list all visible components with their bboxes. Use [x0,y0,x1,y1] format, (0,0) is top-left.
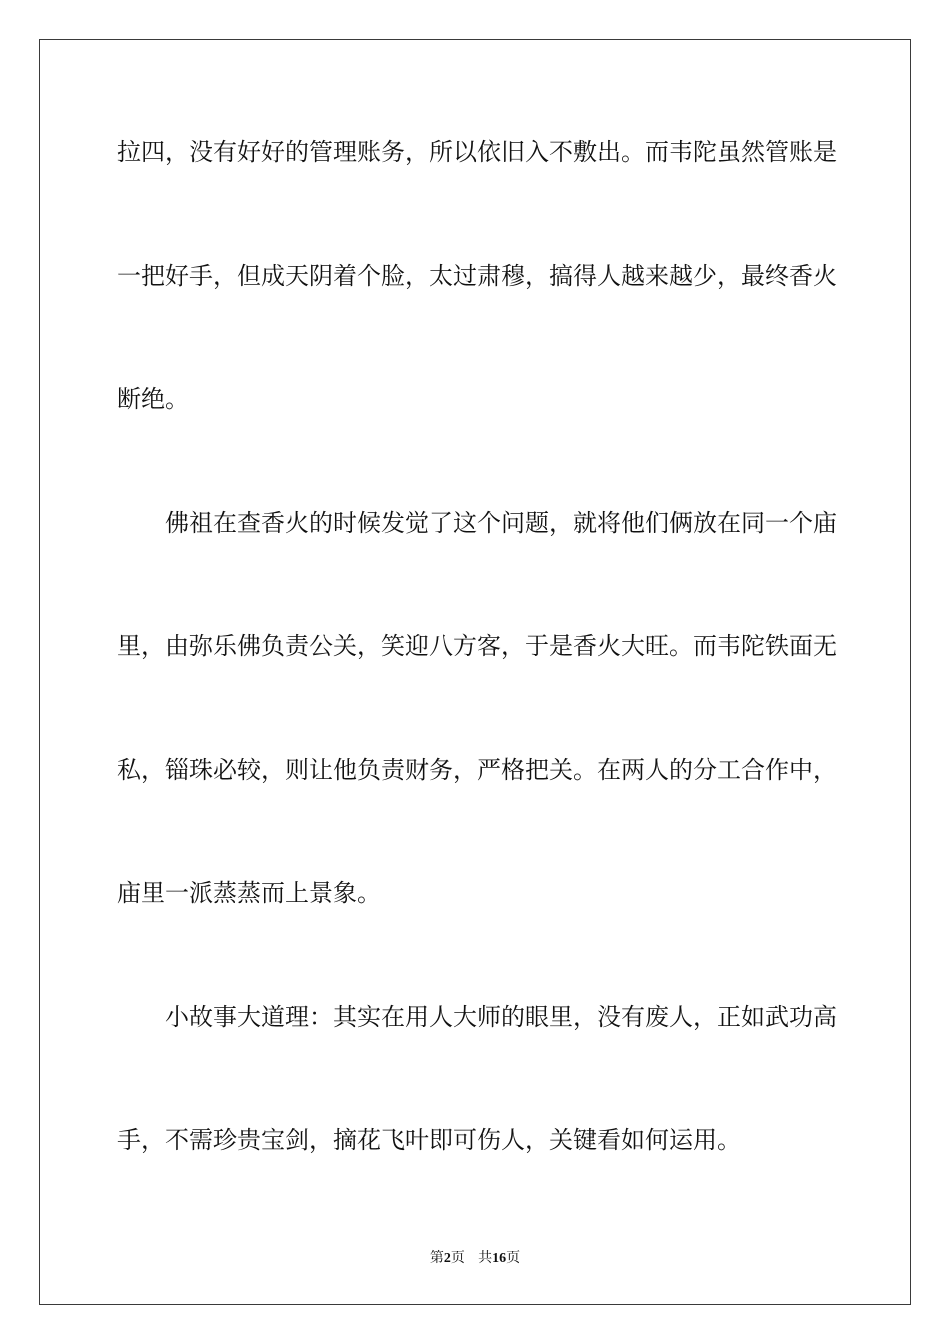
footer-page-prefix: 第 [429,1250,444,1266]
footer-page-number: 2 [443,1251,451,1266]
text-line-9: 手，不需珍贵宝剑，摘花飞叶即可伤人，关键看如何运用。 [117,1126,741,1154]
footer-total-suffix: 页 [506,1250,521,1266]
text-line-3: 断绝。 [117,385,189,413]
text-line-7: 庙里一派蒸蒸而上景象。 [117,879,381,907]
footer-total-prefix: 共 [478,1250,493,1266]
text-line-5: 里，由弥乐佛负责公关，笑迎八方客，于是香火大旺。而韦陀铁面无 [117,632,837,660]
text-line-6: 私，锱珠必较，则让他负责财务，严格把关。在两人的分工合作中， [117,755,837,784]
text-line-2: 一把好手，但成天阴着个脸，太过肃穆，搞得人越来越少，最终香火 [117,261,837,290]
text-line-4: 佛祖在查香火的时候发觉了这个问题，就将他们俩放在同一个庙 [165,508,837,537]
page-footer [0,1247,950,1267]
document-body [117,122,837,1234]
text-line-1: 拉四，没有好好的管理账务，所以依旧入不敷出。而韦陀虽然管账是 [117,138,837,166]
footer-total-pages: 16 [492,1251,507,1266]
text-line-8: 小故事大道理：其实在用人大师的眼里，没有废人，正如武功高 [165,1002,837,1031]
footer-page-suffix: 页 [450,1250,465,1266]
